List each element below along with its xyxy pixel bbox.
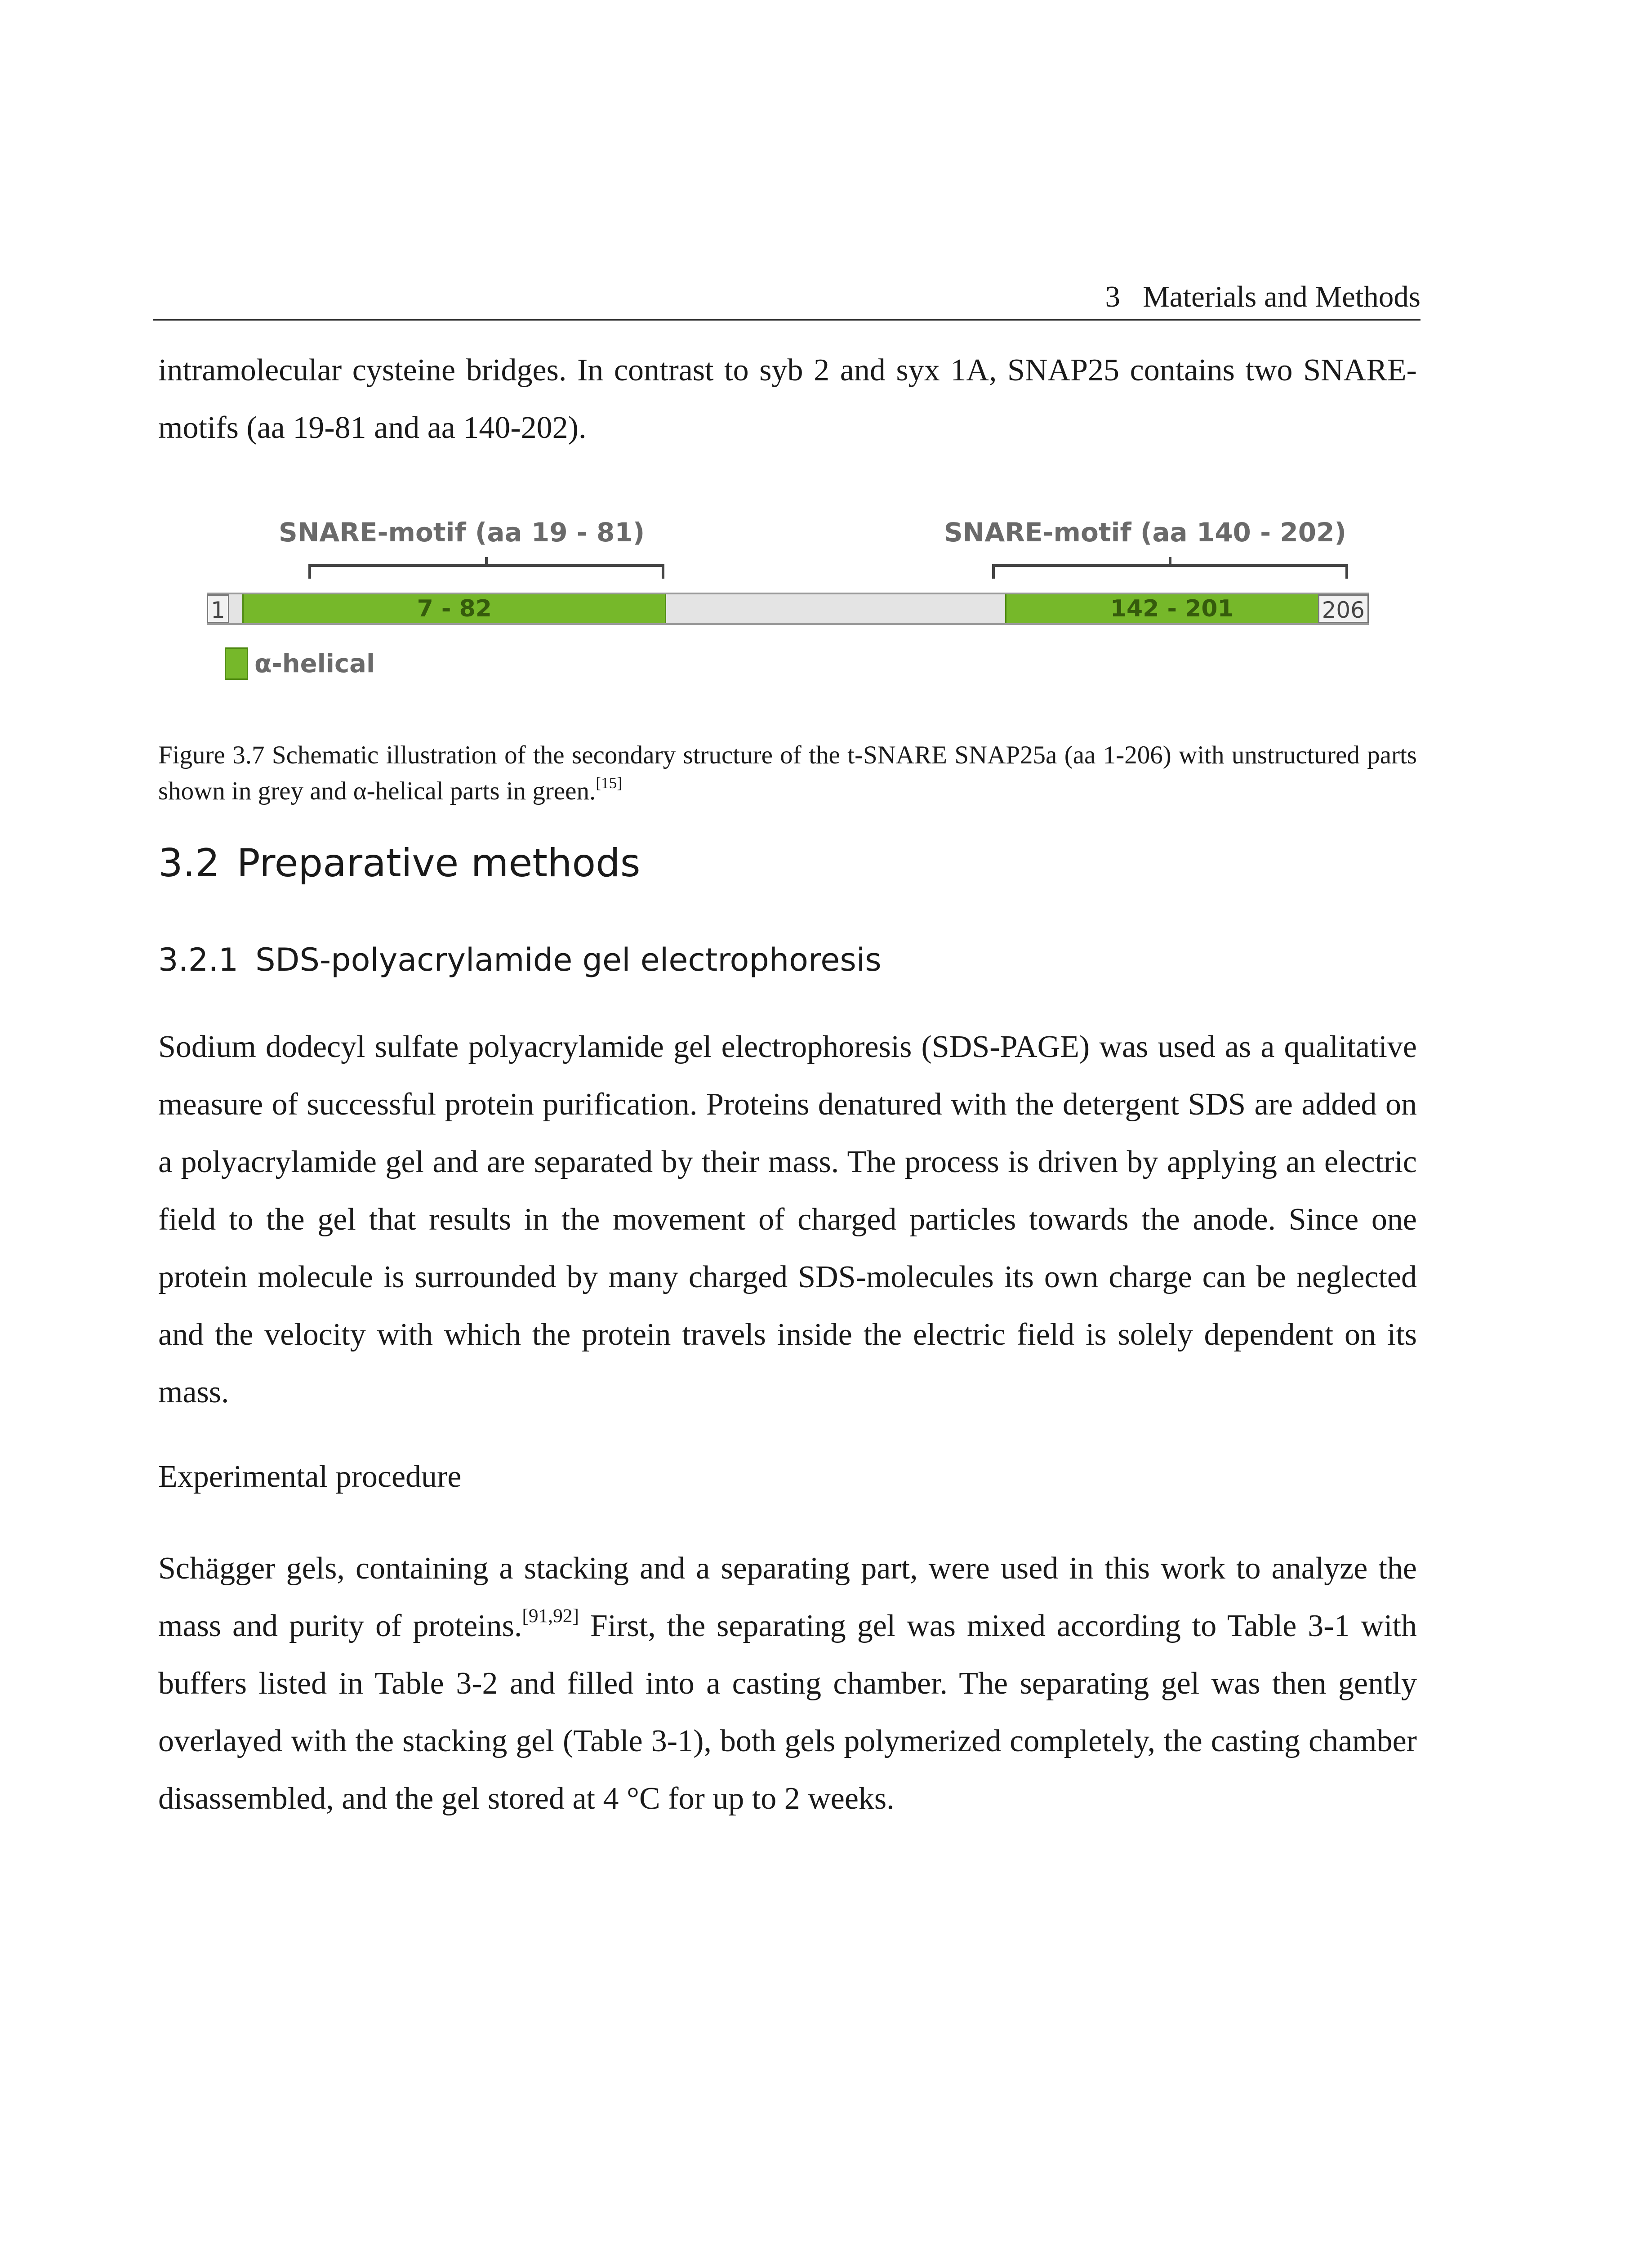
bracket-tick	[1169, 557, 1171, 567]
secondary-structure-figure	[198, 508, 1376, 697]
running-header	[153, 274, 1420, 321]
sequence-track	[207, 593, 1369, 625]
motif-bracket-1	[308, 564, 664, 579]
motif-label-2: SNARE-motif (aa 140 - 202)	[944, 517, 1346, 548]
subsection-title: SDS-polyacrylamide gel electrophoresis	[255, 941, 882, 978]
procedure-text-1: Schägger gels, containing a stacking and a separating part, were used in this work to analyze the mass and purity of proteins.	[158, 1551, 1417, 1643]
sequence-start-label: 1	[207, 594, 229, 623]
legend-label: α-helical	[254, 649, 375, 678]
bracket-tick	[485, 557, 488, 567]
subsection-heading	[158, 937, 882, 982]
procedure-reference: [91,92]	[522, 1605, 579, 1627]
subsection-number: 3.2.1	[158, 941, 239, 978]
motif-label-1: SNARE-motif (aa 19 - 81)	[279, 517, 645, 548]
sequence-end-label: 206	[1318, 594, 1369, 623]
section-title: Preparative methods	[236, 841, 641, 886]
section-number: 3.2	[158, 841, 220, 886]
procedure-heading: Experimental procedure	[158, 1459, 462, 1494]
section-heading	[158, 836, 641, 890]
running-title: 3 Materials and Methods	[1105, 280, 1420, 313]
figure-legend	[225, 647, 375, 680]
intro-paragraph: intramolecular cysteine bridges. In contrast to syb 2 and syx 1A, SNAP25 contains two SNARE-motifs (aa 19-81 and aa 140-202).	[158, 353, 1417, 445]
helical-region-1: 7 - 82	[242, 594, 666, 623]
figure-caption	[158, 737, 1417, 809]
procedure-paragraph	[158, 1540, 1417, 1828]
caption-reference: [15]	[596, 774, 623, 792]
helical-region-2: 142 - 201	[1005, 594, 1339, 623]
motif-bracket-2	[992, 564, 1348, 579]
procedure-text-2: First, the separating gel was mixed according to Table 3-1 with buffers listed in Table 3-2 and filled into a casting chamber. The separating gel was then gently overlayed with the stacking gel (Table 3-1), both gels polymerized completely, the casting chamber disassembled, and the gel stored at 4 °C for up to 2 weeks.	[158, 1609, 1417, 1816]
legend-swatch-helical	[225, 647, 248, 680]
sds-paragraph: Sodium dodecyl sulfate polyacrylamide gel electrophoresis (SDS-PAGE) was used as a qualitative measure of successful protein purification. Proteins denatured with the detergent SDS are added on a polyacrylamide gel and are separated by their mass. The process is driven by applying an electric field to the gel that results in the movement of charged particles towards the anode. Since one protein molecule is surrounded by many charged SDS-molecules its own charge can be neglected and the velocity with which the protein travels inside the electric field is solely dependent on its mass.	[158, 1030, 1417, 1409]
caption-text: Figure 3.7 Schematic illustration of the secondary structure of the t-SNARE SNAP25a (aa 1-206) with unstructured parts shown in grey and α-helical parts in green.	[158, 741, 1417, 805]
